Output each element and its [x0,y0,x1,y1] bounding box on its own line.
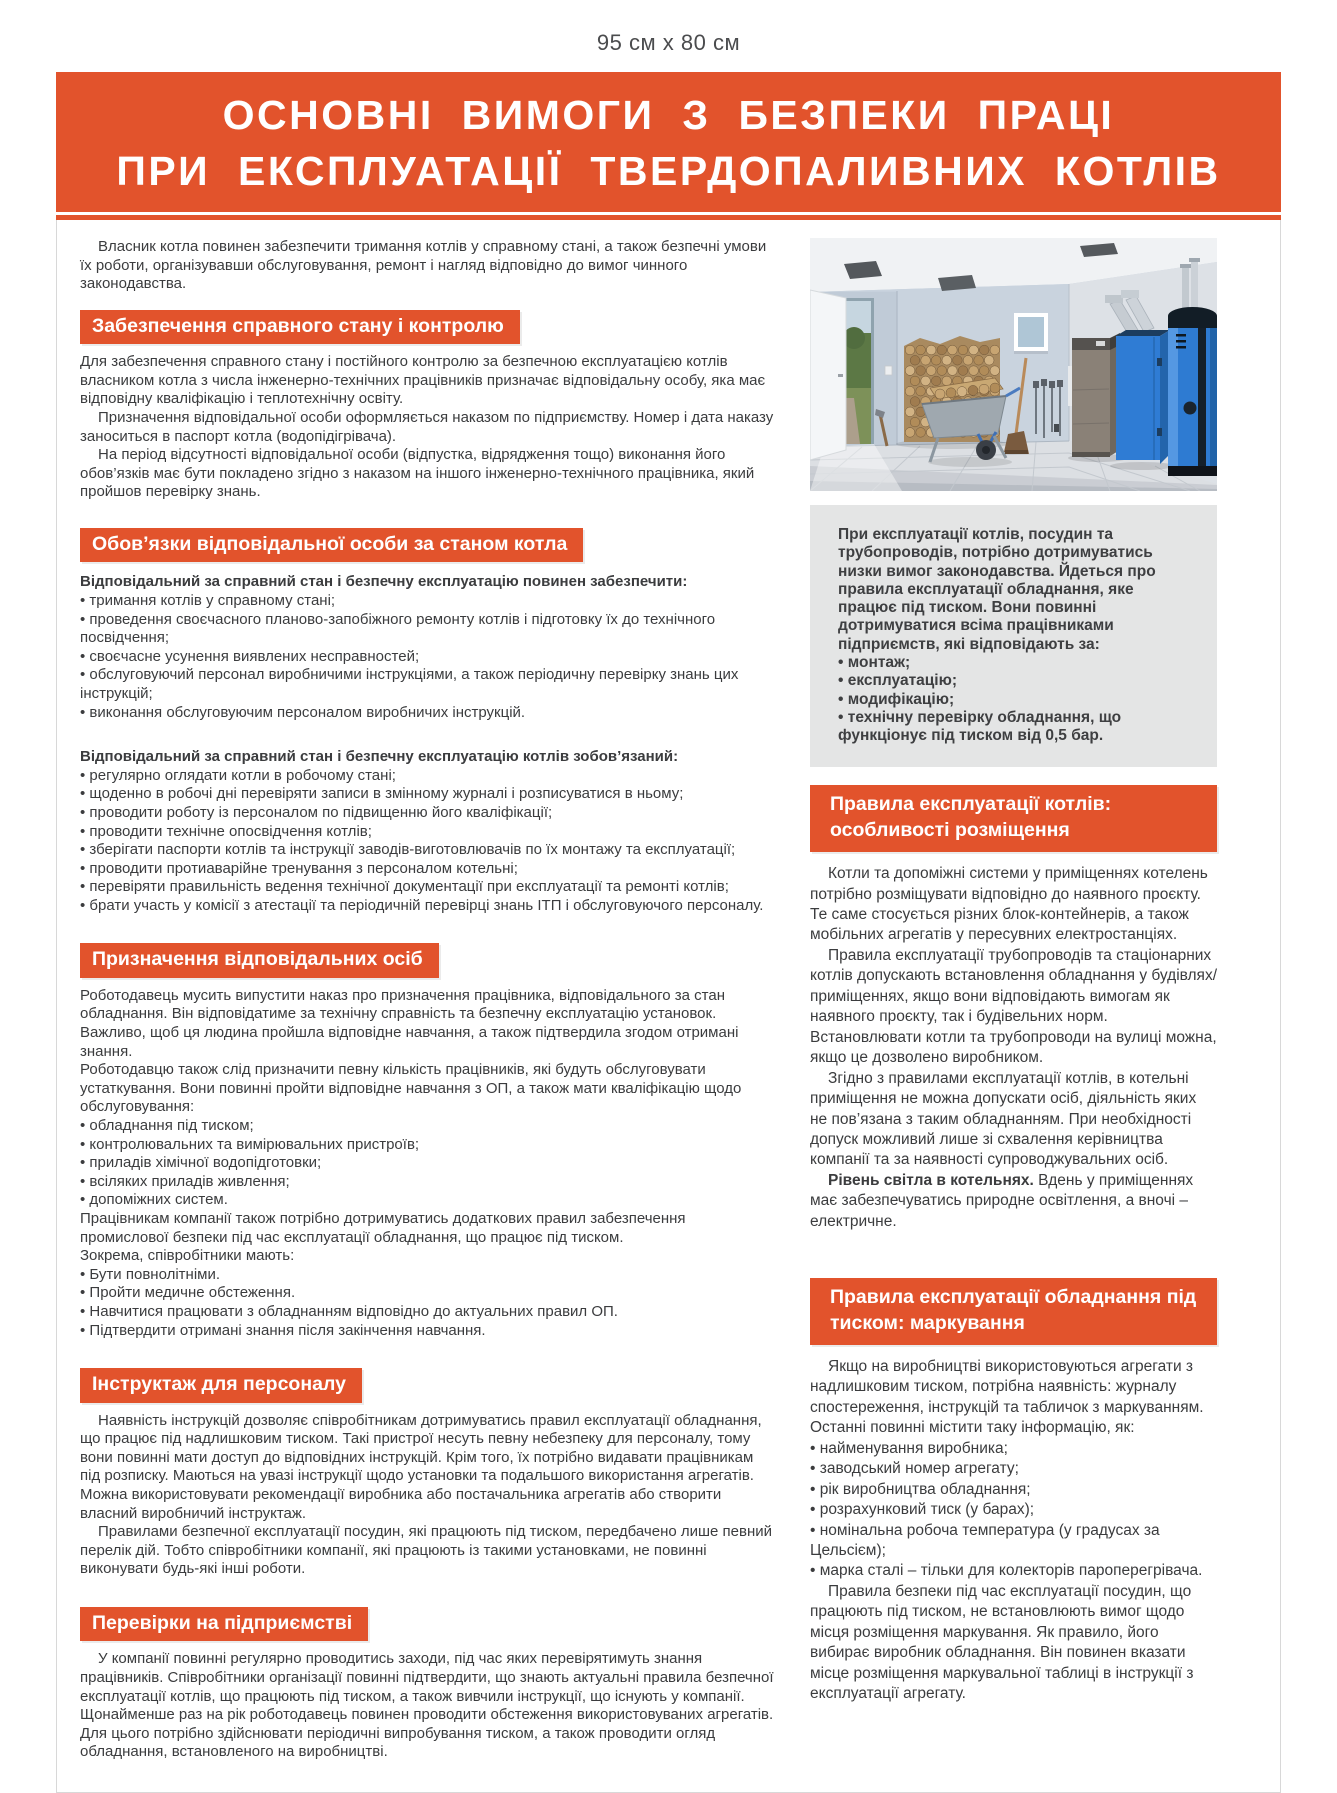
paragraph: Роботодавцю також слід призначити певну кількість працівників, які будуть обслуговувати устаткування. Вони повинні пройти відповідне навчання з ОП, а також мати кваліфікацію щодо обслуговування: [80,1061,742,1116]
section-header: Перевірки на підприємстві [80,1607,368,1641]
bullet-item: • рік виробництва обладнання; [810,1480,1031,1498]
boiler-room-photo [810,238,1217,491]
bullet-item: • проведення своєчасного планово-запобіжного ремонту котлів і підготовку їх до технічного посвідчення; [80,610,716,647]
paragraph: Правила експлуатації трубопроводів та стаціонарних котлів допускають встановлення обладнання у будівлях/приміщеннях, якщо вони відповідають вимогам як наявного проєкту, так і будівельних норм. Встановлювати котли та трубопроводи на вулиці можна, якщо це дозволено виробником. [810,946,1218,1067]
light-switch [885,366,892,375]
paragraph: Для забезпечення справного стану і постійного контролю за безпечною експлуатацією котлів власником котла з числа інженерно-технічних працівників призначає відповідальну особу, яка має відповідну кваліфікацію і теплотехнічну освіту. [80,353,766,408]
title-banner [56,72,1281,212]
bullet-list [80,592,774,722]
paragraph: У компанії повинні регулярно проводитись заходи, під час яких перевірятимуть знання працівників. Співробітники організації повинні підтвердити, що знають актуальні правила безпечної експлуатації котлів, що працюють під тиском, а також вивчили інструкції, що існують у компанії. [80,1650,774,1705]
paragraph: Рівень світла в котельнях. Вдень у приміщеннях має забезпечуватись природне освітлення, а вночі – електричне. [810,1171,1194,1230]
bullet-item: • марка сталі – тільки для колекторів пароперегрівача. [810,1562,1203,1580]
bullet-item: • контролювальних та вимірювальних пристроїв; [80,1135,420,1153]
bullet-item: • проводити роботу із персоналом по підвищенню його кваліфікації; [80,803,553,821]
bullet-item: • перевіряти правильність ведення технічної документації при експлуатації та ремонті котлів; [80,878,729,896]
paragraph: Якщо на виробництві використовуються агрегати з надлишковим тиском, потрібна наявність: журналу спостереження, інструкцій та табличок з маркуванням. Останні повинні містити таку інформацію, як: [810,1357,1204,1437]
blue-cylinder-tank [1168,307,1217,476]
bullet-list [80,1266,774,1340]
bullet-item: • Бути повнолітніми. [80,1265,221,1283]
bullet-item: • допоміжних систем. [80,1191,228,1209]
paragraph: На період відсутності відповідальної особи (відпустка, відрядження тощо) виконання його обов’язків має бути покладено згідно з наказом на іншого інженерно-технічного працівника, який пройшов перевірку знань. [80,446,755,501]
bullet-item: • регулярно оглядати котли в робочому стані; [80,766,396,784]
boiler-room-illustration [810,238,1217,491]
section-header: Забезпечення справного стану і контролю [80,310,520,344]
paragraph: Згідно з правилами експлуатації котлів, в котельні приміщення не можна допускати осіб, діяльність яких не пов’язана з таким обладнанням. При необхідності допуск можливий лише зі схвалення керівництва компанії та за наявності супроводжувальних осіб. [810,1069,1197,1169]
title-line-2: ПРИ ЕКСПЛУАТАЦІЇ ТВЕРДОПАЛИВНИХ КОТЛІВ [116,148,1221,194]
bullet-item: • проводити протиаварійне тренування з персоналом котельні; [80,859,518,877]
bullet-list [80,1117,774,1210]
bold-lead-paragraph: Відповідальний за справний стан і безпечну експлуатацію повинен забезпечити: [80,573,688,591]
bullet-item: • Підтвердити отримані знання після закінчення навчання. [80,1321,486,1339]
graybox-bullet: • експлуатацію; [838,672,958,690]
bullet-item: • тримання котлів у справному стані; [80,591,336,609]
paragraph: Призначення відповідальної особи оформляється наказом по підприємству. Номер і дата наказу заноситься в паспорт котла (водопідігрівача). [80,408,774,445]
legal-requirements-box [810,505,1217,767]
bullet-item: • всіляких приладів живлення; [80,1172,290,1190]
graybox-bullet: • монтаж; [838,653,911,671]
left-column [80,238,774,1762]
bullet-item: • обслуговуючий персонал виробничими інструкціями, а також періодичну перевірку знань цих інструкцій; [80,666,739,702]
paragraph: Працівникам компанії також потрібно дотримуватись додаткових правил забезпечення промислової безпеки під час експлуатації обладнання, що працює під тиском. [80,1210,686,1246]
bullet-item: • заводський номер агрегату; [810,1460,1019,1478]
section-header: Правила експлуатації котлів: особливості розміщення [810,785,1217,852]
bold-lead-paragraph: Відповідальний за справний стан і безпечну експлуатацію котлів зобов’язаний: [80,748,679,766]
paragraph: Щонайменше раз на рік роботодавець повинен проводити обстеження використовуваних агрегатів. Для цього потрібно здійснювати періодичні випробування тиском, а також проводити огляд обладнання, встановленого на виробництві. [80,1706,774,1761]
paragraph-lead: Рівень світла в котельнях. [828,1171,1034,1189]
bullet-item: • щоденно в робочі дні перевіряти записи в змінному журналі і розписуватися в ньому; [80,785,684,803]
graybox-text: При експлуатації котлів, посудин та трубопроводів, потрібно дотримуватись низки вимог законодавства. Йдеться про правила експлуатації обладнання, яке працює під тиском. Вони повинні дотримуватися всіма працівниками підприємств, які відповідають за: [838,526,1156,653]
paragraph: Котли та допоміжні системи у приміщеннях котелень потрібно розміщувати відповідно до наявного проєкту. Те саме стосується різних блок-контейнерів, а також мобільних агрегатів у пересувних електростанціях. [810,865,1208,944]
bullet-item: • приладів хімічної водопідготовки; [80,1154,322,1172]
section-header: Призначення відповідальних осіб [80,943,439,977]
blue-boiler [1110,330,1174,470]
bullet-item: • обладнання під тиском; [80,1117,254,1135]
section-header: Правила експлуатації обладнання під тиском: маркування [810,1278,1217,1345]
paragraph: Зокрема, співробітники мають: [80,1247,295,1265]
bullet-item: • Навчитися працювати з обладнанням відповідно до актуальних правил ОП. [80,1302,618,1320]
paragraph: Правила безпеки під час експлуатації посудин, що працюють під тиском, не встановлюють вимог щодо місця розміщення маркування. Як правило, його вибирає виробник обладнання. Він повинен вказати місце розміщення маркувальної таблиці в інструкції з експлуатації агрегату. [810,1582,1194,1703]
bullet-item: • виконання обслуговуючим персоналом виробничих інструкцій. [80,703,526,721]
graybox-bullet: • технічну перевірку обладнання, що функціонує під тиском від 0,5 бар. [838,708,1122,745]
bullet-item: • розрахунковий тиск (у барах); [810,1501,1035,1519]
poster-size-label: 95 см x 80 см [596,30,741,55]
title-line-1: ОСНОВНІ ВИМОГИ З БЕЗПЕКИ ПРАЦІ [222,92,1115,138]
bullet-item: • брати участь у комісії з атестації та періодичній перевірці знань ІТП і обслуговуючого персоналу. [80,896,764,914]
paragraph: Наявність інструкцій дозволяє співробітникам дотримуватись правил експлуатації обладнання, що працює під надлишковим тиском. Такі пристрої несуть певну небезпеку для персоналу, тому вони повинні мати доступ до відповідних інструкцій. Крім того, їх потрібно видавати працівникам під розписку. Маються на увазі інструкції щодо установки та подальшого використання агрегатів. Можна використовувати рекомендації виробника або постачальника агрегатів або створити власний виробничий інструктаж. [80,1411,762,1522]
graybox-bullet: • модифікацію; [838,690,955,708]
paragraph: Роботодавець мусить випустити наказ про призначення працівника, відповідального за стан обладнання. Він відповідатиме за технічну справність та безпечну експлуатацію установок. Важливо, щоб ця людина пройшла відповідне навчання, а також підтвердила згодом отримані знання. [80,986,739,1060]
poster-page [0,30,1337,1761]
bullet-item: • зберігати паспорти котлів та інструкції заводів-виготовлювачів по їх монтажу та експлуатації; [80,841,736,859]
paragraph: Власник котла повинен забезпечити тримання котлів у справному стані, а також безпечні умови їх роботи, організувавши обслуговування, ремонт і нагляд відповідно до вимог чинного законодавства. [80,238,767,293]
bullet-item: • Пройти медичне обстеження. [80,1284,296,1302]
paragraph: Правилами безпечної експлуатації посудин, які працюють під тиском, передбачено лише певний перелік дій. Тобто співробітники компанії, які працюють із такими установками, не повинні виконувати будь-які інші роботи. [80,1523,773,1578]
window [1014,313,1048,354]
bullet-list [810,1439,1217,1582]
content-card [56,220,1281,1793]
bullet-item: • номінальна робоча температура (у градусах за Цельсієм); [810,1521,1160,1559]
right-column [810,238,1217,1705]
section-header: Інструктаж для персоналу [80,1368,362,1402]
bullet-item: • своєчасне усунення виявлених несправностей; [80,647,420,665]
bullet-item: • найменування виробника; [810,1439,1008,1457]
right-column-sections [810,785,1217,1704]
bullet-list [80,767,774,916]
section-header: Обов’язки відповідальної особи за станом котла [80,528,583,562]
bullet-item: • проводити технічне опосвідчення котлів; [80,822,372,840]
